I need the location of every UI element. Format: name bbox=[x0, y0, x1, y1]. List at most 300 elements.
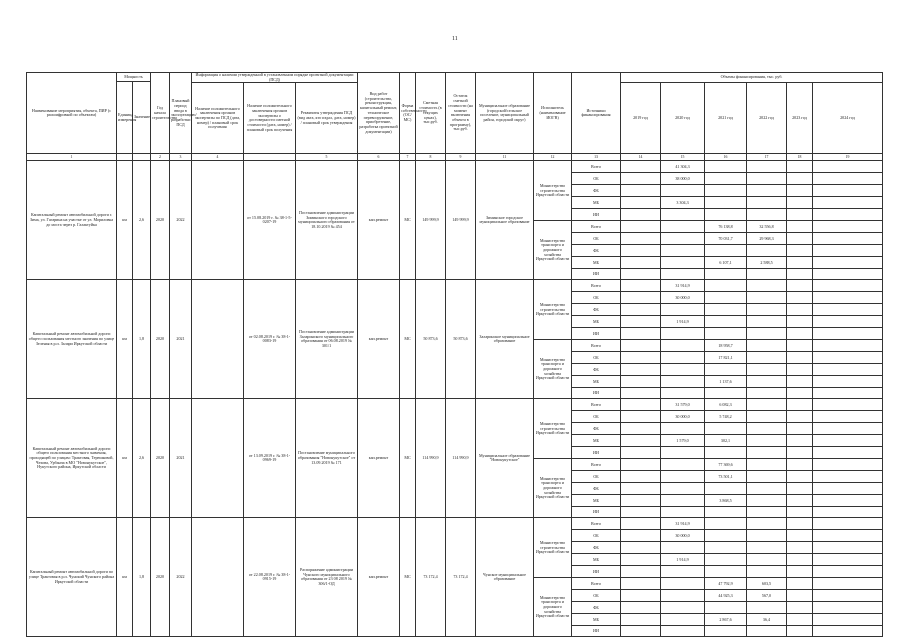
funding-amount bbox=[705, 507, 747, 518]
funding-amount bbox=[747, 471, 787, 483]
funding-amount bbox=[813, 233, 883, 245]
funding-amount bbox=[787, 304, 813, 316]
funding-amount bbox=[661, 423, 705, 435]
funding-amount bbox=[661, 507, 705, 518]
funding-amount bbox=[747, 376, 787, 388]
project-estimated-cost: 50 873,6 bbox=[416, 280, 446, 399]
funding-amount bbox=[621, 554, 661, 566]
funding-amount: 36,4 bbox=[747, 614, 787, 626]
header-ownership: Форма собственности (ОС/МС) bbox=[400, 73, 416, 154]
funding-amount bbox=[621, 590, 661, 602]
project-planned: 2021 bbox=[170, 280, 192, 399]
funding-amount bbox=[621, 578, 661, 590]
funding-amount bbox=[787, 495, 813, 507]
header-year-2020: 2020 год bbox=[661, 83, 705, 154]
funding-amount bbox=[787, 447, 813, 459]
funding-amount bbox=[705, 423, 747, 435]
funding-amount bbox=[705, 483, 747, 495]
funding-amount: 76 138,8 bbox=[705, 221, 747, 233]
funding-amount bbox=[747, 197, 787, 209]
column-number: 12 bbox=[534, 154, 572, 161]
funding-amount bbox=[747, 423, 787, 435]
funding-amount bbox=[705, 269, 747, 280]
funding-source: МБ bbox=[572, 376, 621, 388]
project-cost-expertise: от 22.08.2019 г. № 38-1-0915-19 bbox=[244, 518, 296, 637]
project-municipality: Чунское муниципальное образование bbox=[476, 518, 534, 637]
funding-amount bbox=[661, 376, 705, 388]
header-planned-period: Плановый период ввода в эксплуатацию/ разработки ПСД bbox=[170, 73, 192, 154]
investment-program-table bbox=[26, 72, 883, 637]
funding-amount bbox=[813, 257, 883, 269]
project-value: 1,8 bbox=[133, 518, 151, 637]
page-number: 11 bbox=[452, 36, 458, 42]
funding-amount bbox=[813, 507, 883, 518]
header-year-2022: 2022 год bbox=[747, 83, 787, 154]
funding-source: ОБ bbox=[572, 292, 621, 304]
funding-amount bbox=[787, 376, 813, 388]
funding-amount bbox=[813, 209, 883, 221]
funding-amount bbox=[705, 542, 747, 554]
funding-amount bbox=[621, 328, 661, 340]
column-number: 15 bbox=[661, 154, 705, 161]
funding-amount: 2 588,5 bbox=[747, 257, 787, 269]
project-year-start: 2020 bbox=[151, 399, 170, 518]
funding-amount bbox=[661, 233, 705, 245]
funding-amount bbox=[747, 554, 787, 566]
project-approval: Распоряжение администрации Чунского муниципального образования от 23 08 2019 № 306/1-ОД bbox=[296, 518, 358, 637]
funding-amount: 30 000,0 bbox=[661, 530, 705, 542]
funding-amount bbox=[621, 245, 661, 257]
funding-amount bbox=[787, 328, 813, 340]
funding-source: ФБ bbox=[572, 483, 621, 495]
project-unit: км bbox=[117, 280, 133, 399]
funding-amount bbox=[787, 542, 813, 554]
funding-amount: 73 501,1 bbox=[705, 471, 747, 483]
funding-amount bbox=[621, 376, 661, 388]
funding-amount bbox=[661, 364, 705, 376]
funding-amount: 6 082,3 bbox=[705, 399, 747, 411]
funding-amount bbox=[661, 495, 705, 507]
header-funding-volumes: Объемы финансирования, тыс. руб. bbox=[621, 73, 883, 83]
funding-amount bbox=[705, 209, 747, 221]
header-year-2024: 2024 год bbox=[813, 83, 883, 154]
funding-source: Всего bbox=[572, 340, 621, 352]
funding-amount bbox=[621, 602, 661, 614]
funding-source: ОБ bbox=[572, 530, 621, 542]
funding-amount bbox=[787, 471, 813, 483]
funding-amount bbox=[787, 530, 813, 542]
funding-amount bbox=[621, 507, 661, 518]
funding-amount bbox=[621, 161, 661, 173]
funding-amount bbox=[705, 197, 747, 209]
header-work-type: Вид работ (строительство, реконструкция, капитальный ремонт, техническое перевооружение, приобретение, разработка проектной документации) bbox=[358, 73, 400, 154]
project-ownership: МС bbox=[400, 280, 416, 399]
funding-amount bbox=[787, 566, 813, 578]
funding-amount bbox=[621, 459, 661, 471]
project-name: Капитальный ремонт автомобильной дороги по улице Трактовая в р.п. Чунский Чунского района Иркутской области bbox=[27, 518, 117, 637]
funding-amount bbox=[661, 352, 705, 364]
funding-amount bbox=[747, 185, 787, 197]
header-psd-expertise: Наличие положительного заключения органов экспертизы по ПСД (дата, номер) / плановый срок получения bbox=[192, 83, 244, 154]
funding-source: МБ bbox=[572, 554, 621, 566]
project-unit: км bbox=[117, 399, 133, 518]
funding-amount bbox=[813, 185, 883, 197]
project-planned: 2022 bbox=[170, 518, 192, 637]
funding-amount: 3 868,5 bbox=[705, 495, 747, 507]
funding-amount bbox=[621, 352, 661, 364]
funding-amount: 1 579,0 bbox=[661, 435, 705, 447]
column-number: 4 bbox=[192, 154, 244, 161]
funding-source: ИИ bbox=[572, 209, 621, 221]
funding-amount: 77 369,6 bbox=[705, 459, 747, 471]
column-number: 8 bbox=[416, 154, 446, 161]
funding-amount bbox=[747, 352, 787, 364]
funding-amount bbox=[747, 626, 787, 637]
column-number: 13 bbox=[572, 154, 621, 161]
funding-amount bbox=[787, 399, 813, 411]
funding-amount bbox=[787, 590, 813, 602]
funding-amount: 603,5 bbox=[747, 578, 787, 590]
project-planned: 2022 bbox=[170, 161, 192, 280]
column-number: 6 bbox=[358, 154, 400, 161]
project-row bbox=[27, 518, 883, 530]
funding-amount bbox=[787, 316, 813, 328]
funding-source: МБ bbox=[572, 257, 621, 269]
header-remaining-cost: Остаток сметной стоимости (на момент включения объекта в программу), тыс.руб. bbox=[446, 73, 476, 154]
funding-amount: 1 137,6 bbox=[705, 376, 747, 388]
funding-amount bbox=[787, 161, 813, 173]
funding-amount bbox=[787, 483, 813, 495]
header-approval: Реквизиты утверждения ПСД (вид акта, кто издал, дата, номер) / плановый срок утверждения bbox=[296, 83, 358, 154]
funding-amount bbox=[747, 280, 787, 292]
funding-amount bbox=[621, 542, 661, 554]
project-approval: Постановление муниципального образования "Новонукутское" от 13.09.2019 № 171 bbox=[296, 399, 358, 518]
project-remaining-cost: 114 990,9 bbox=[446, 399, 476, 518]
funding-source: ИИ bbox=[572, 507, 621, 518]
funding-amount bbox=[661, 245, 705, 257]
funding-source: Всего bbox=[572, 399, 621, 411]
funding-source: Всего bbox=[572, 578, 621, 590]
funding-source: МБ bbox=[572, 495, 621, 507]
funding-amount bbox=[705, 447, 747, 459]
funding-amount bbox=[787, 257, 813, 269]
funding-amount bbox=[813, 388, 883, 399]
funding-source: ИИ bbox=[572, 626, 621, 637]
funding-amount bbox=[747, 364, 787, 376]
project-ownership: МС bbox=[400, 161, 416, 280]
project-year-start: 2020 bbox=[151, 161, 170, 280]
project-psd-expertise bbox=[192, 161, 244, 280]
column-number: 18 bbox=[787, 154, 813, 161]
funding-source: ОБ bbox=[572, 471, 621, 483]
funding-amount bbox=[813, 554, 883, 566]
header-executor: Исполнитель (наименование ИОГВ) bbox=[534, 73, 572, 154]
funding-amount bbox=[787, 518, 813, 530]
funding-amount bbox=[621, 388, 661, 399]
funding-amount bbox=[661, 542, 705, 554]
project-estimated-cost: 114 990,9 bbox=[416, 399, 446, 518]
funding-amount: 18 958,7 bbox=[705, 340, 747, 352]
column-number: 5 bbox=[296, 154, 358, 161]
funding-amount bbox=[813, 269, 883, 280]
funding-amount bbox=[747, 447, 787, 459]
header-year-2023: 2023 год bbox=[787, 83, 813, 154]
project-cost-expertise: от 02.08.2019 г. № 38-1-0083-19 bbox=[244, 280, 296, 399]
funding-source: Всего bbox=[572, 459, 621, 471]
funding-amount bbox=[787, 245, 813, 257]
funding-amount: 70 031,7 bbox=[705, 233, 747, 245]
funding-amount bbox=[813, 340, 883, 352]
funding-amount bbox=[621, 209, 661, 221]
funding-amount bbox=[787, 352, 813, 364]
funding-amount: 29 968,3 bbox=[747, 233, 787, 245]
funding-amount bbox=[813, 483, 883, 495]
funding-source: ОБ bbox=[572, 590, 621, 602]
funding-amount: 5 748,2 bbox=[705, 411, 747, 423]
column-number: 11 bbox=[476, 154, 534, 161]
project-year-start: 2020 bbox=[151, 518, 170, 637]
funding-amount bbox=[705, 292, 747, 304]
funding-amount: 44 925,3 bbox=[705, 590, 747, 602]
header-value: Значение bbox=[133, 82, 151, 154]
project-ownership: МС bbox=[400, 518, 416, 637]
funding-source: ФБ bbox=[572, 304, 621, 316]
funding-amount bbox=[813, 161, 883, 173]
funding-amount bbox=[813, 626, 883, 637]
funding-amount bbox=[747, 316, 787, 328]
funding-amount bbox=[747, 542, 787, 554]
funding-amount bbox=[621, 518, 661, 530]
funding-amount bbox=[813, 566, 883, 578]
funding-amount bbox=[661, 209, 705, 221]
project-year-start: 2020 bbox=[151, 280, 170, 399]
funding-amount: 31 914,9 bbox=[661, 518, 705, 530]
funding-amount: 2 867,6 bbox=[705, 614, 747, 626]
funding-source: МБ bbox=[572, 614, 621, 626]
funding-amount bbox=[813, 173, 883, 185]
funding-amount bbox=[621, 316, 661, 328]
funding-amount bbox=[621, 495, 661, 507]
project-work-type: кап.ремонт bbox=[358, 399, 400, 518]
project-estimated-cost: 149 999,9 bbox=[416, 161, 446, 280]
funding-amount bbox=[705, 566, 747, 578]
funding-amount bbox=[661, 328, 705, 340]
funding-amount bbox=[705, 554, 747, 566]
project-row bbox=[27, 161, 883, 173]
funding-amount bbox=[813, 411, 883, 423]
funding-amount bbox=[813, 292, 883, 304]
funding-amount bbox=[747, 495, 787, 507]
funding-amount bbox=[747, 459, 787, 471]
funding-source: ФБ bbox=[572, 602, 621, 614]
project-value: 2,6 bbox=[133, 161, 151, 280]
funding-source: МБ bbox=[572, 197, 621, 209]
funding-amount bbox=[787, 423, 813, 435]
project-value: 2,6 bbox=[133, 399, 151, 518]
project-approval: Постановление администрации Зиминского городского муниципального образования от 18.10.2019 № 454 bbox=[296, 161, 358, 280]
column-number: 2 bbox=[151, 154, 170, 161]
project-estimated-cost: 73 172,4 bbox=[416, 518, 446, 637]
funding-amount bbox=[705, 388, 747, 399]
funding-amount bbox=[787, 626, 813, 637]
funding-amount bbox=[787, 173, 813, 185]
column-number bbox=[117, 154, 133, 161]
funding-source: Всего bbox=[572, 280, 621, 292]
funding-amount bbox=[813, 578, 883, 590]
funding-amount bbox=[747, 507, 787, 518]
funding-amount bbox=[813, 364, 883, 376]
funding-amount bbox=[813, 280, 883, 292]
project-unit: км bbox=[117, 518, 133, 637]
funding-source: Всего bbox=[572, 221, 621, 233]
funding-amount bbox=[813, 447, 883, 459]
funding-amount bbox=[813, 376, 883, 388]
funding-amount bbox=[787, 411, 813, 423]
column-number: 19 bbox=[813, 154, 883, 161]
funding-amount bbox=[705, 530, 747, 542]
funding-amount: 47 792,9 bbox=[705, 578, 747, 590]
funding-amount bbox=[621, 269, 661, 280]
project-approval: Постановление администрации Заларинского муниципального образования от 06.08.2019 № 301/1 bbox=[296, 280, 358, 399]
funding-amount bbox=[661, 566, 705, 578]
funding-amount bbox=[705, 161, 747, 173]
project-cost-expertise: от 15.08.2019 г. № 38-1-5-0207-19 bbox=[244, 161, 296, 280]
funding-source: ИИ bbox=[572, 388, 621, 399]
funding-amount bbox=[813, 530, 883, 542]
funding-amount bbox=[661, 185, 705, 197]
funding-amount bbox=[621, 173, 661, 185]
funding-source: МБ bbox=[572, 316, 621, 328]
funding-amount bbox=[813, 602, 883, 614]
funding-amount bbox=[621, 197, 661, 209]
funding-amount bbox=[747, 340, 787, 352]
funding-amount bbox=[747, 304, 787, 316]
funding-amount: 6 107,1 bbox=[705, 257, 747, 269]
funding-source: Всего bbox=[572, 161, 621, 173]
header-municipality: Муниципальное образование (городской/сельское поселение, муниципальный район, городской округ) bbox=[476, 73, 534, 154]
project-executor: Министерство строительства Иркутской области bbox=[534, 518, 572, 578]
project-name: Капитальный ремонт автомобильной дороги г. Зима, ул. Гагарина на участке от ул. Мориловка до моста через р. Галактуйка bbox=[27, 161, 117, 280]
funding-amount bbox=[661, 602, 705, 614]
column-number: 14 bbox=[621, 154, 661, 161]
funding-amount bbox=[661, 614, 705, 626]
funding-source: ИИ bbox=[572, 328, 621, 340]
funding-amount bbox=[621, 340, 661, 352]
funding-amount bbox=[813, 471, 883, 483]
funding-amount bbox=[787, 435, 813, 447]
funding-source: Всего bbox=[572, 518, 621, 530]
funding-amount bbox=[621, 614, 661, 626]
funding-amount bbox=[813, 518, 883, 530]
funding-amount bbox=[621, 292, 661, 304]
funding-amount bbox=[747, 328, 787, 340]
funding-source: ФБ bbox=[572, 423, 621, 435]
funding-amount bbox=[705, 304, 747, 316]
funding-amount bbox=[621, 423, 661, 435]
funding-amount: 30 000,0 bbox=[661, 292, 705, 304]
funding-source: ИИ bbox=[572, 269, 621, 280]
project-remaining-cost: 149 999,9 bbox=[446, 161, 476, 280]
funding-source: МБ bbox=[572, 435, 621, 447]
funding-amount bbox=[813, 197, 883, 209]
funding-amount bbox=[705, 602, 747, 614]
funding-amount bbox=[747, 209, 787, 221]
funding-amount bbox=[705, 626, 747, 637]
project-executor: Министерство строительства Иркутской области bbox=[534, 161, 572, 221]
funding-amount bbox=[621, 447, 661, 459]
project-executor: Министерство транспорта и дорожного хозяйства Иркутской области bbox=[534, 340, 572, 399]
funding-source: ФБ bbox=[572, 542, 621, 554]
funding-amount bbox=[787, 554, 813, 566]
column-index-row bbox=[27, 154, 883, 161]
funding-amount bbox=[621, 399, 661, 411]
funding-amount bbox=[661, 340, 705, 352]
project-row bbox=[27, 280, 883, 292]
funding-source: ОБ bbox=[572, 352, 621, 364]
project-remaining-cost: 50 873,6 bbox=[446, 280, 476, 399]
funding-amount bbox=[813, 304, 883, 316]
project-psd-expertise bbox=[192, 399, 244, 518]
funding-amount bbox=[787, 340, 813, 352]
funding-amount bbox=[747, 173, 787, 185]
funding-amount: 30 000,0 bbox=[661, 411, 705, 423]
column-number bbox=[133, 154, 151, 161]
project-work-type: кап.ремонт bbox=[358, 161, 400, 280]
header-row-1 bbox=[27, 73, 883, 82]
funding-amount bbox=[747, 530, 787, 542]
funding-amount bbox=[787, 364, 813, 376]
funding-amount bbox=[705, 316, 747, 328]
funding-amount bbox=[787, 280, 813, 292]
funding-amount bbox=[813, 245, 883, 257]
funding-amount bbox=[747, 518, 787, 530]
funding-amount bbox=[787, 292, 813, 304]
funding-amount bbox=[661, 578, 705, 590]
funding-amount bbox=[787, 614, 813, 626]
project-municipality: Заларинское муниципальное образование bbox=[476, 280, 534, 399]
project-work-type: кап.ремонт bbox=[358, 280, 400, 399]
header-year-start: Год начала строительства bbox=[151, 73, 170, 154]
funding-amount bbox=[705, 518, 747, 530]
funding-amount: 32 556,8 bbox=[747, 221, 787, 233]
project-municipality: Зиминское городское муниципальное образование bbox=[476, 161, 534, 280]
funding-amount bbox=[813, 542, 883, 554]
funding-amount bbox=[813, 423, 883, 435]
funding-amount bbox=[661, 304, 705, 316]
funding-source: ФБ bbox=[572, 364, 621, 376]
funding-amount bbox=[621, 185, 661, 197]
header-psd-info: Информация о наличии утвержденной в установленном порядке проектной документации (ПСД) bbox=[192, 73, 358, 83]
project-name: Капитальный ремонт автомобильной дороги общего пользования местного значения по улице Зеленая в р.п. Залари Иркутской области bbox=[27, 280, 117, 399]
funding-amount bbox=[621, 257, 661, 269]
column-number: 17 bbox=[747, 154, 787, 161]
header-estimated-cost: Сметная стоимость (в текущих ценах), тыс.руб. bbox=[416, 73, 446, 154]
funding-amount bbox=[813, 495, 883, 507]
funding-amount: 41 304,3 bbox=[661, 161, 705, 173]
funding-amount bbox=[813, 328, 883, 340]
project-ownership: МС bbox=[400, 399, 416, 518]
funding-source: ИИ bbox=[572, 447, 621, 459]
funding-amount bbox=[621, 435, 661, 447]
funding-amount bbox=[705, 185, 747, 197]
funding-amount bbox=[621, 530, 661, 542]
funding-amount bbox=[747, 292, 787, 304]
project-executor: Министерство строительства Иркутской области bbox=[534, 399, 572, 459]
funding-source: ФБ bbox=[572, 185, 621, 197]
funding-source: ОБ bbox=[572, 173, 621, 185]
funding-amount bbox=[787, 602, 813, 614]
funding-amount bbox=[813, 459, 883, 471]
